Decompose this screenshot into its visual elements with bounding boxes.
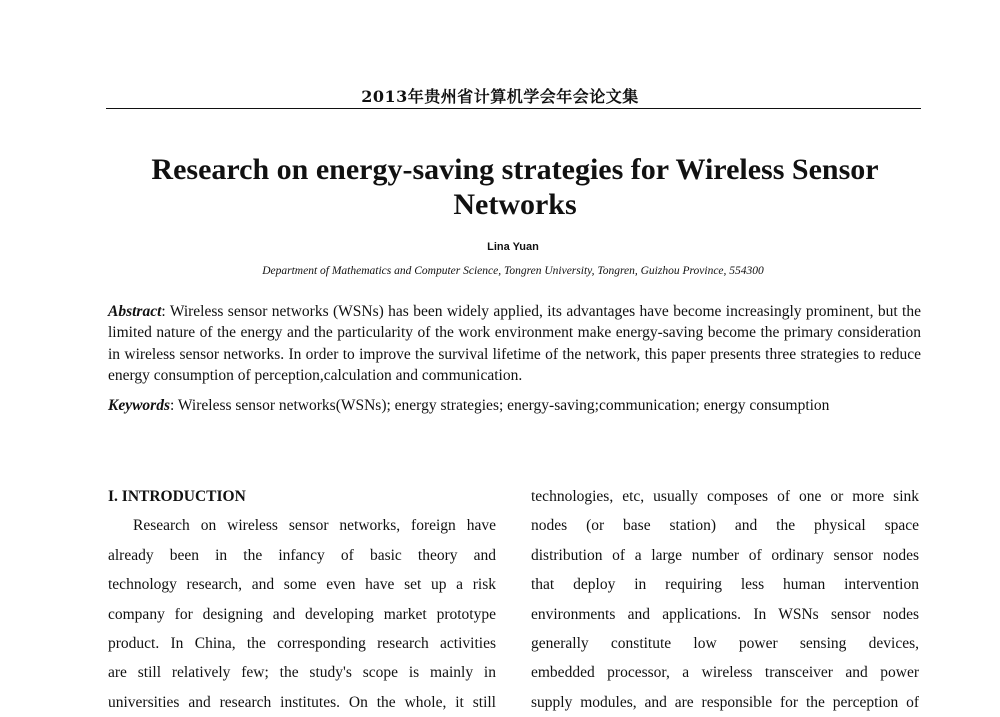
- body-line: product. In China, the corresponding research activities: [108, 634, 496, 652]
- body-line: generally constitute low power sensing devices,: [531, 634, 919, 652]
- running-header: 2013年贵州省计算机学会年会论文集: [361, 87, 639, 106]
- keywords-text: Wireless sensor networks(WSNs); energy strategies; energy-saving;communication; energy consumption: [177, 397, 830, 414]
- right-column: [531, 482, 919, 717]
- body-line: company for designing and developing market prototype: [108, 605, 496, 623]
- body-line: embedded processor, a wireless transceiver and power: [531, 664, 919, 682]
- body-line: Research on wireless sensor networks, foreign have: [133, 517, 496, 535]
- body-line: environments and applications. In WSNs sensor nodes: [531, 605, 919, 623]
- header-rule: [106, 108, 921, 109]
- body-line: already been in the infancy of basic theory and: [108, 546, 496, 564]
- body-line: technology research, and some even have set up a risk: [108, 576, 496, 594]
- left-column: [108, 482, 496, 717]
- body-line: that deploy in requiring less human intervention: [531, 576, 919, 594]
- body-line: supply modules, and are responsible for the perception of: [531, 693, 919, 711]
- section-heading-introduction: I. INTRODUCTION: [108, 488, 246, 505]
- body-line: distribution of a large number of ordinary sensor nodes: [531, 546, 919, 564]
- author-name: Lina Yuan: [487, 241, 539, 253]
- body-line: technologies, etc, usually composes of one or more sink: [531, 488, 919, 505]
- body-line: universities and research institutes. On the whole, it still: [108, 693, 496, 711]
- paper-title: Research on energy-saving strategies for Wireless Sensor Networks: [151, 153, 879, 221]
- abstract: [108, 301, 921, 386]
- abstract-separator: :: [161, 303, 170, 320]
- keywords-label: Keywords: [108, 397, 170, 414]
- keywords: [108, 395, 921, 416]
- body-line: are still relatively few; the study's scope is mainly in: [108, 664, 496, 682]
- keywords-separator: :: [170, 397, 178, 414]
- abstract-text: Wireless sensor networks (WSNs) has been widely applied, its advantages have become increasingly prominent, but the limited nature of the energy and the particularity of the work environment make energy-saving become the primary consideration in wireless sensor networks. In order to improve the survival lifetime of the network, this paper presents three strategies to reduce energy consumption of perception,calculation and communication.: [108, 303, 921, 384]
- body-line: nodes (or base station) and the physical space: [531, 517, 919, 535]
- abstract-label: Abstract: [108, 303, 162, 320]
- author-affiliation: Department of Mathematics and Computer Science, Tongren University, Tongren, Guizhou Province, 554300: [262, 265, 764, 277]
